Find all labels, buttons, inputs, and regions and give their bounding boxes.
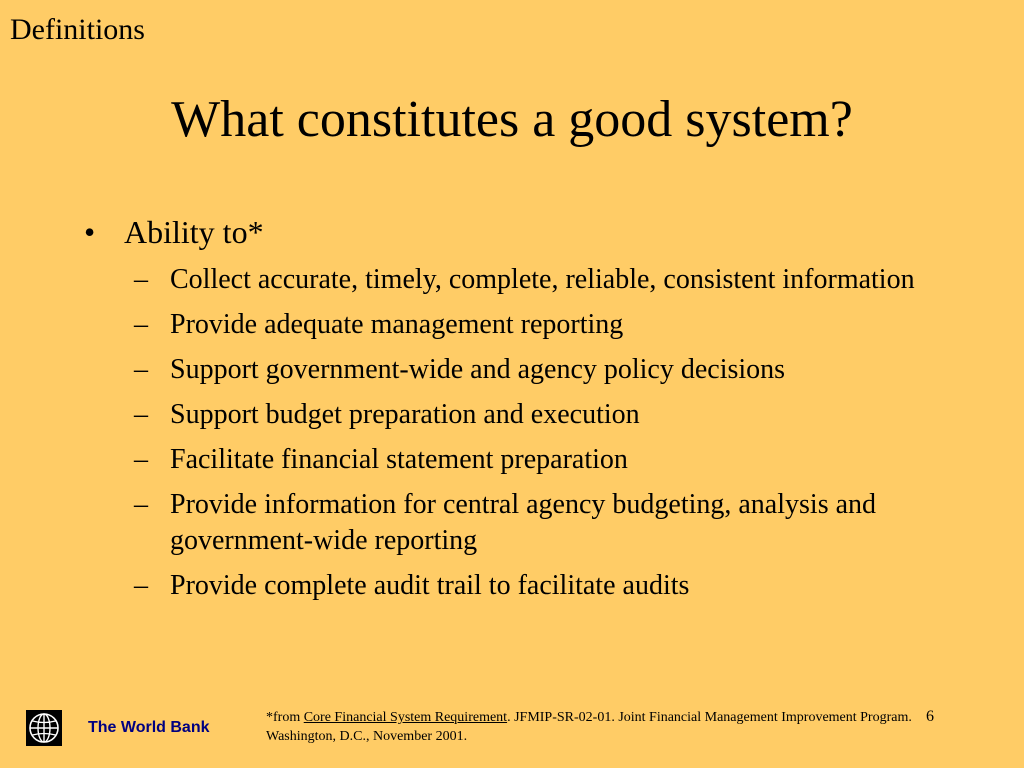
sub-item (134, 397, 954, 433)
dash-icon: – (134, 489, 148, 520)
sub-item (134, 568, 954, 604)
dash-icon: – (134, 399, 148, 430)
sub-item-text: Support budget preparation and execution (170, 399, 640, 430)
footnote (266, 708, 916, 746)
organization-name: The World Bank (88, 719, 210, 736)
sub-item (134, 487, 954, 559)
sub-item-text: Collect accurate, timely, complete, reliable, consistent information (170, 264, 915, 295)
dash-icon: – (134, 444, 148, 475)
sub-item-text: Provide information for central agency budgeting, analysis and government-wide reporting (170, 489, 877, 556)
sub-item-list (134, 262, 954, 613)
globe-icon (26, 710, 62, 746)
sub-item-text: Facilitate financial statement preparation (170, 444, 628, 475)
main-bullet (84, 210, 264, 254)
bullet-icon: • (84, 214, 96, 250)
sub-item (134, 352, 954, 388)
sub-item (134, 262, 954, 298)
sub-item (134, 307, 954, 343)
sub-item-text: Provide complete audit trail to facilitate audits (170, 570, 690, 601)
main-bullet-text: Ability to* (124, 214, 264, 250)
dash-icon: – (134, 570, 148, 601)
sub-item-text: Support government-wide and agency policy decisions (170, 354, 786, 385)
dash-icon: – (134, 354, 148, 385)
page-number: 6 (926, 708, 934, 725)
footnote-rest: . JFMIP-SR-02-01. Joint Financial Management Improvement Program. Washington, D.C., November 2001. (266, 710, 912, 744)
dash-icon: – (134, 309, 148, 340)
section-label: Definitions (10, 13, 145, 46)
dash-icon: – (134, 264, 148, 295)
footnote-prefix: *from (266, 710, 304, 725)
sub-item-text: Provide adequate management reporting (170, 309, 624, 340)
sub-item (134, 442, 954, 478)
footnote-link[interactable]: Core Financial System Requirement (303, 710, 508, 725)
slide-title: What constitutes a good system? (171, 91, 853, 148)
